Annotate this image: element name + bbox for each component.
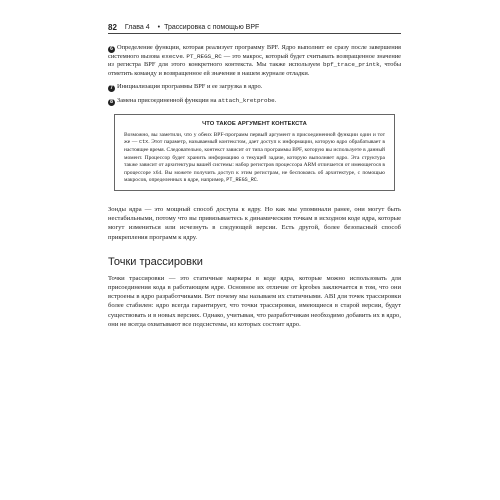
book-page [108,22,401,329]
code-execve: execve [161,53,183,60]
sidebar-box [114,114,395,191]
callout-number-icon: 7 [108,85,115,92]
page-number: 82 [108,23,117,32]
code-ctx: ctx [139,139,149,146]
body-paragraph: Зонды ядра — это мощный способ доступа к ядру. Но как мы упоминали ранее, они могут быть нестабильными, потому что вы привязываетесь к динамическим точкам в исходном коде ядра, которые могут измениться или исчезнуть в следующей версии. Есть другой, более безопасный способ прикрепления программ к ядру. [108,206,401,241]
section-heading: Точки трассировки [108,255,203,268]
list-item-text: Определение функции, которая реализует программу BPF. Ядро выполнит ее сразу после завершения системного вызова [108,44,401,60]
chapter-title: Трассировка с помощью BPF [164,24,260,31]
list-item-text: Инициализация программы BPF и ее загрузка в ядро. [117,82,263,90]
list-item-text: — это макрос, который будет считывать возвращенное значение из регистра BPF для этого конкретного контекста. Мы также используем [108,53,401,69]
list-item-text: . [274,96,277,104]
box-title: ЧТО ТАКОЕ АРГУМЕНТ КОНТЕКСТА [202,120,307,127]
box-text-part: Возможно, вы заметили, что у обеих BPF-программ первый аргумент в присоединенной функции один и тот же — [124,131,385,146]
code-pt-regs-rc: PT_REGS_RC [226,177,257,184]
list-item-8 [108,97,401,106]
list-item-6 [108,44,401,78]
chapter-label: Глава 4 [124,24,150,31]
box-text-part: . Этот параметр, называемый контекстом, дает доступ к информации, которую ядро обрабатывает в настоящее время. Следовательно, контекст зависит от типа программы BPF, которую вы используете в данный момент. Процессор будет хранить информацию о текущей задаче, которую выполняет ядро. Эта структура также зависит от архитектуры вашей системы: набор регистров процессора ARM отличается от имеющегося в процессоре x64. Вы можете получить доступ к этим регистрам, не беспокоясь об архитектуре, с помощью макросов, определенных в ядре, например, [124,139,385,184]
code-attach-kretprobe: attach_kretprobe [218,96,275,104]
list-item-text: , чтобы отметить команду и возвращенное ей значение в нашем журнале отладки. [108,61,401,77]
list-item-text: . [182,53,187,60]
code-pt-regs-rc: PT_REGS_RC [186,53,222,60]
box-text [124,132,385,185]
list-item-7 [108,83,401,92]
body-paragraph: Точки трассировки — это статичные маркеры в коде ядра, которые можно использовать для присоединения кода в работающем ядре. Основное их отличие от kprobes заключается в том, что они встроены в ядро разработчиками. Вот почему мы называем их статичными. ABI для точек трассировки более стабилен: ядро всегда гарантирует, что точки трассировки, имеющиеся в старой версии, будут существовать и в новых версиях. Однако, учитывая, что разработчикам необходимо добавить их в ядро, они не всегда охватывают все подсистемы, из которых состоит ядро. [108,274,401,328]
code-bpf-trace-printk: bpf_trace_printk [323,61,380,69]
header-bullet: • [157,24,161,31]
box-text-part: . [256,177,259,184]
running-header [108,22,401,34]
list-item-text: Замена присоединенной функции на [117,96,219,104]
callout-number-icon: 6 [108,46,115,53]
callout-number-icon: 8 [108,99,115,106]
